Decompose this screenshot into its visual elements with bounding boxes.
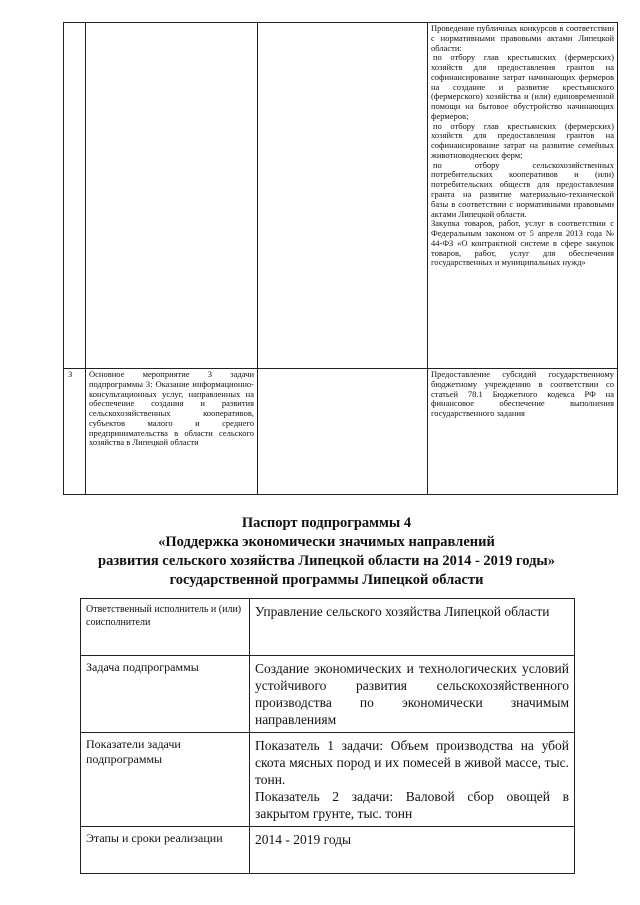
activities-table [63,22,618,495]
subprogram-passport-title [63,514,590,590]
empty-cell [258,369,428,495]
mechanism-paragraph: по отбору сельскохозяйственных потребительских кооперативов и (или) потребительских обществ для предоставления гранта на развитие материально-технической базы в соответствии с нормативными правовыми актами Липецкой области. [431,159,614,219]
activity-name-cell: Основное мероприятие 3 задачи подпрограммы 3: Оказание информационно-консультационных услуг, направленных на обеспечение создания и развития сельскохозяйственных кооперативов, субъектов малого и среднего предпринимательства в области сельского хозяйства в Липецкой области [86,369,258,495]
passport-table [80,598,575,874]
subprogram-task-value: Создание экономических и технологических условий устойчивого развития сельскохозяйственного производства по экономически значимым направлениям [250,656,575,733]
table-row [81,656,575,733]
row-number-cell: 3 [64,369,86,495]
table-row [81,827,575,874]
activity-name-cell [86,23,258,369]
title-line: государственной программы Липецкой области [169,572,484,588]
empty-cell [258,23,428,369]
task-indicators-label: Показатели задачи подпрограммы [81,733,250,827]
responsible-executor-value: Управление сельского хозяйства Липецкой области [250,599,575,656]
indicator-1: Показатель 1 задачи: Объем производства на убой скота мясных пород и их помесей в живой массе, тыс. тонн. [255,738,569,787]
mechanism-cell: Предоставление субсидий государственному бюджетному учреждению в соответствии со статьей 78.1 Бюджетного кодекса РФ на финансовое обеспечение выполнения государственного задания [428,369,618,495]
responsible-executor-label: Ответственный исполнитель и (или) соисполнители [81,599,250,656]
table-row [81,733,575,827]
mechanism-paragraph: по отбору глав крестьянских (фермерских) хозяйств для предоставления грантов на софинансирование затрат начинающих фермеров на создание и развитие крестьянского (фермерского) хозяйства и (или) единовременной помощи на бытовое обустройство начинающих фермеров; [431,52,614,121]
table-row [81,599,575,656]
title-line: Паспорт подпрограммы 4 [241,515,412,531]
mechanism-paragraph: Проведение публичных конкурсов в соответствии с нормативными правовыми актами Липецкой области: [431,23,614,53]
title-line: «Поддержка экономически значимых направлений [158,534,495,550]
stages-terms-value: 2014 - 2019 годы [250,827,575,874]
table-row [64,23,618,369]
stages-terms-label: Этапы и сроки реализации [81,827,250,874]
subprogram-task-label: Задача подпрограммы [81,656,250,733]
table-row [64,369,618,495]
title-line: развития сельского хозяйства Липецкой области на 2014 - 2019 годы» [98,553,555,569]
row-number-cell [64,23,86,369]
task-indicators-value [250,733,575,827]
mechanism-cell [428,23,618,369]
mechanism-paragraph: по отбору глав крестьянских (фермерских) хозяйств для предоставления грантов на софинансирование затрат на развитие семейных животноводческих ферм; [431,120,614,160]
mechanism-paragraph: Закупка товаров, работ, услуг в соответствии с Федеральным законом от 5 апреля 2013 года № 44-ФЗ «О контрактной системе в сфере закупок товаров, работ, услуг для обеспечения государственных и муниципальных нужд» [431,218,614,268]
indicator-2: Показатель 2 задачи: Валовой сбор овощей в закрытом грунте, тыс. тонн [255,789,569,821]
